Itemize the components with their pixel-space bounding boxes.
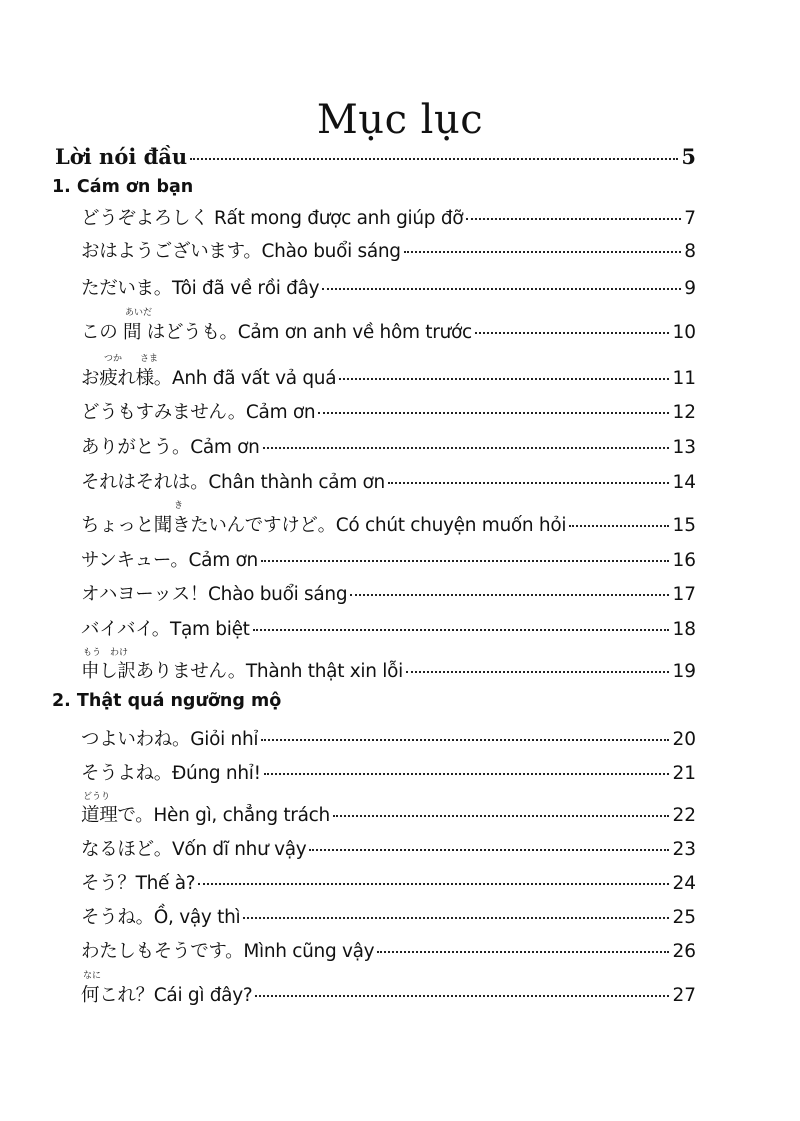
toc-entry-page-number: 22 bbox=[672, 805, 696, 826]
toc-entry-label: そう？Thế à? bbox=[81, 873, 196, 894]
dot-leader bbox=[388, 482, 669, 484]
dot-leader bbox=[243, 917, 669, 919]
toc-entry-label: どうもすみません。Cảm ơn bbox=[81, 402, 316, 423]
toc-entry[interactable] bbox=[81, 237, 696, 263]
page-title: Mục lục bbox=[316, 97, 484, 143]
furigana: なに bbox=[83, 971, 102, 981]
toc-entry-label: つよいわね。Giỏi nhỉ bbox=[81, 729, 259, 750]
toc-entry-label: 申し訳ありません。Thành thật xin lỗi bbox=[81, 661, 403, 682]
furigana: つか さま bbox=[104, 354, 159, 364]
toc-entry[interactable] bbox=[81, 835, 696, 861]
toc-entry-page-number: 19 bbox=[672, 661, 696, 682]
dot-leader bbox=[309, 849, 669, 851]
dot-leader bbox=[253, 629, 670, 631]
dot-leader bbox=[261, 560, 670, 562]
dot-leader bbox=[261, 739, 669, 741]
toc-entry-page-number: 17 bbox=[672, 584, 696, 605]
toc-entry-page-number: 25 bbox=[672, 907, 696, 928]
toc-entry[interactable] bbox=[81, 615, 696, 641]
toc-entry-page-number: 7 bbox=[684, 208, 696, 229]
toc-entry[interactable] bbox=[81, 318, 696, 344]
toc-entry-page-number: 15 bbox=[672, 515, 696, 536]
section-heading-2: 2. Thật quá ngưỡng mộ bbox=[52, 691, 282, 711]
dot-leader bbox=[198, 883, 669, 885]
furigana: どうり bbox=[83, 792, 111, 802]
toc-entry[interactable] bbox=[81, 580, 696, 606]
toc-entry[interactable] bbox=[81, 981, 696, 1007]
toc-entry-label: お疲れ様。Anh đã vất vả quá bbox=[81, 368, 337, 389]
toc-entry-label: どうぞよろしく Rất mong được anh giúp đỡ bbox=[81, 208, 464, 229]
toc-entry-label: それはそれは。Chân thành cảm ơn bbox=[81, 472, 385, 493]
toc-entry-label: この 間 はどうも。Cảm ơn anh về hôm trước bbox=[81, 322, 472, 343]
toc-entry-page-number: 24 bbox=[672, 873, 696, 894]
toc-entry-label: ただいま。Tôi đã về rồi đây bbox=[81, 278, 320, 299]
toc-entry[interactable] bbox=[81, 903, 696, 929]
toc-entry-page-number: 20 bbox=[672, 729, 696, 750]
dot-leader bbox=[339, 378, 669, 380]
dot-leader bbox=[190, 158, 678, 160]
toc-entry-page-number: 16 bbox=[672, 550, 696, 571]
dot-leader bbox=[404, 251, 681, 253]
toc-entry-label: 道理で。Hèn gì, chẳng trách bbox=[81, 805, 330, 826]
toc-entry[interactable] bbox=[81, 725, 696, 751]
toc-entry-label: 何これ？Cái gì đây? bbox=[81, 985, 253, 1006]
toc-entry-label: サンキュー。Cảm ơn bbox=[81, 550, 258, 571]
dot-leader bbox=[377, 951, 669, 953]
toc-entry-page-number: 11 bbox=[672, 368, 696, 389]
dot-leader bbox=[333, 815, 670, 817]
toc-entry-page-number: 27 bbox=[672, 985, 696, 1006]
toc-entry-page-number: 26 bbox=[672, 941, 696, 962]
toc-entry[interactable] bbox=[81, 801, 696, 827]
toc-entry-label: オハヨーッス！Chào buổi sáng bbox=[81, 584, 348, 605]
toc-entry[interactable] bbox=[81, 398, 696, 424]
toc-entry-label: バイバイ。Tạm biệt bbox=[81, 619, 250, 640]
toc-entry[interactable] bbox=[81, 759, 696, 785]
dot-leader bbox=[263, 447, 670, 449]
dot-leader bbox=[264, 773, 670, 775]
toc-entry[interactable] bbox=[81, 274, 696, 300]
toc-entry-label: なるほど。Vốn dĩ như vậy bbox=[81, 839, 307, 860]
toc-entry-page-number: 9 bbox=[684, 278, 696, 299]
furigana: あいだ bbox=[125, 308, 153, 318]
section-heading-1: 1. Cám ơn bạn bbox=[52, 177, 194, 197]
toc-entry[interactable] bbox=[81, 511, 696, 537]
toc-entry-label: わたしもそうです。Mình cũng vậy bbox=[81, 941, 375, 962]
toc-entry-page-number: 13 bbox=[672, 437, 696, 458]
dot-leader bbox=[466, 218, 681, 220]
toc-entry[interactable] bbox=[81, 937, 696, 963]
toc-entry-page-number: 23 bbox=[672, 839, 696, 860]
toc-entry[interactable] bbox=[81, 204, 696, 230]
toc-entry[interactable] bbox=[81, 468, 696, 494]
toc-entry-label: そうね。Ồ, vậy thì bbox=[81, 907, 241, 928]
dot-leader bbox=[569, 525, 669, 527]
dot-leader bbox=[318, 412, 669, 414]
toc-entry-page-number: 14 bbox=[672, 472, 696, 493]
dot-leader bbox=[350, 594, 669, 596]
dot-leader bbox=[322, 288, 681, 290]
toc-entry-label: そうよね。Đúng nhỉ! bbox=[81, 763, 261, 784]
toc-entry-label: ちょっと聞きたいんですけど。Có chút chuyện muốn hỏi bbox=[81, 515, 567, 536]
toc-entry[interactable] bbox=[81, 364, 696, 390]
furigana: き bbox=[174, 501, 184, 511]
toc-entry-preface[interactable] bbox=[55, 144, 696, 169]
dot-leader bbox=[406, 671, 670, 673]
dot-leader bbox=[475, 332, 670, 334]
toc-entry[interactable] bbox=[81, 546, 696, 572]
toc-entry[interactable] bbox=[81, 433, 696, 459]
toc-entry-page-number: 8 bbox=[684, 241, 696, 262]
toc-entry-page-number: 5 bbox=[681, 144, 696, 169]
toc-entry-page-number: 10 bbox=[672, 322, 696, 343]
toc-entry[interactable] bbox=[81, 869, 696, 895]
toc-entry-page-number: 21 bbox=[672, 763, 696, 784]
toc-entry-label: ありがとう。Cảm ơn bbox=[81, 437, 260, 458]
toc-entry-page-number: 18 bbox=[672, 619, 696, 640]
toc-entry-label: おはようございます。Chào buổi sáng bbox=[81, 241, 401, 262]
toc-entry[interactable] bbox=[81, 657, 696, 683]
dot-leader bbox=[255, 995, 669, 997]
toc-entry-page-number: 12 bbox=[672, 402, 696, 423]
toc-entry-label: Lời nói đầu bbox=[55, 144, 188, 169]
furigana: もう わけ bbox=[83, 648, 129, 658]
